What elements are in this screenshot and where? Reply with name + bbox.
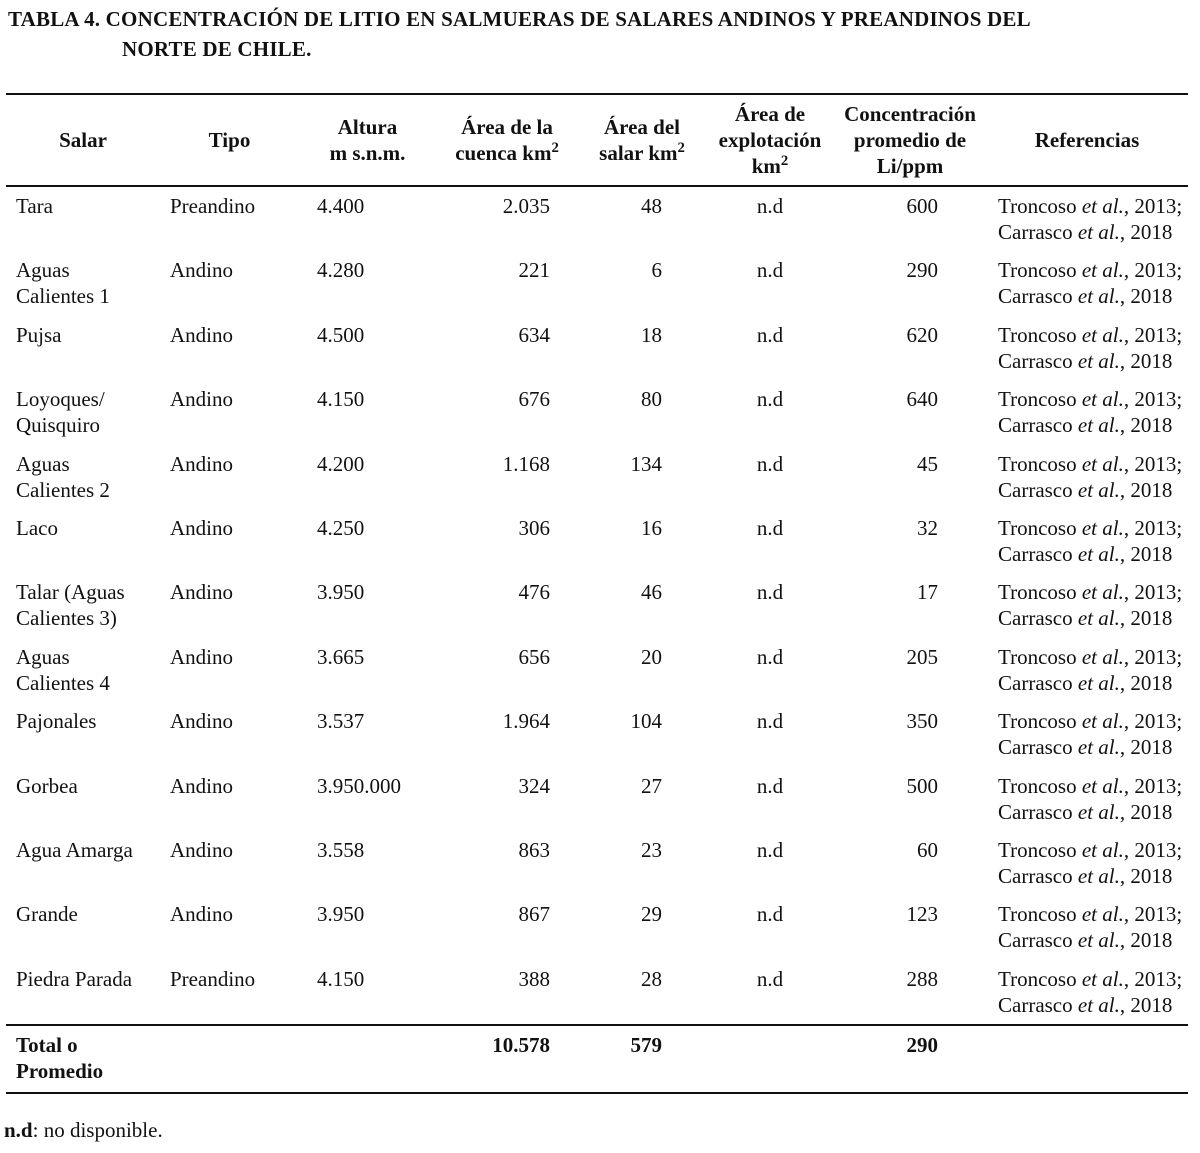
header-row: [6, 94, 1188, 186]
cell-area-explotacion: n.d: [756, 387, 784, 412]
header-area-explotacion: Área de explotación $km^2$: [718, 102, 822, 178]
cell-area-explotacion: n.d: [756, 515, 784, 540]
cell-altura: 3.537: [317, 709, 365, 734]
cell-referencias: Troncoso et al., 2013; Carrasco et al., 2018: [998, 258, 1183, 309]
cell-tipo: Andino: [170, 709, 233, 734]
cell-area-cuenca: 1.168: [502, 451, 550, 476]
cell-tipo: Andino: [170, 902, 233, 927]
caption-line-1: TABLA 4. CONCENTRACIÓN DE LITIO EN SALMUERAS DE SALARES ANDINOS Y PREANDINOS DEL: [8, 7, 1031, 31]
cell-salar: Piedra Parada: [16, 966, 133, 991]
cell-concentracion: 600: [906, 194, 938, 218]
footnote-text: : no disponible.: [32, 1118, 163, 1142]
table-row: [6, 702, 1188, 766]
cell-salar: Talar (Aguas Calientes 3): [16, 580, 125, 631]
cell-altura: 4.150: [317, 387, 365, 412]
cell-concentracion: 205: [906, 644, 938, 669]
cell-area-explotacion: n.d: [756, 966, 784, 991]
cell-area-salar: 46: [641, 580, 662, 605]
cell-salar: Aguas Calientes 2: [16, 451, 110, 502]
cell-area-cuenca: 676: [518, 387, 550, 412]
cell-concentracion: 620: [906, 322, 938, 347]
cell-tipo: Andino: [170, 773, 233, 798]
table-row: [6, 767, 1188, 831]
footnote: [4, 1118, 163, 1143]
cell-area-explotacion: n.d: [756, 258, 784, 283]
cell-area-salar: 27: [641, 773, 662, 798]
header-area-cuenca: Área de la cuenca $km^2$: [455, 115, 559, 165]
table-caption: [8, 4, 1188, 64]
table-row: [6, 895, 1188, 959]
cell-area-cuenca: 1.964: [502, 709, 550, 734]
cell-area-salar: 18: [641, 322, 662, 347]
cell-referencias: Troncoso et al., 2013; Carrasco et al., 2018: [998, 709, 1183, 760]
header-salar: Salar: [59, 128, 107, 152]
cell-salar: Pajonales: [16, 709, 97, 734]
cell-area-explotacion: n.d: [756, 709, 784, 734]
cell-referencias: Troncoso et al., 2013; Carrasco et al., 2018: [998, 451, 1183, 502]
cell-total-label: Total o Promedio: [16, 1033, 104, 1084]
cell-concentracion: 17: [917, 580, 938, 605]
cell-tipo: Andino: [170, 580, 233, 605]
cell-area-explotacion: n.d: [756, 773, 784, 798]
table-row: [6, 445, 1188, 509]
cell-salar: Laco: [16, 515, 58, 540]
cell-area-explotacion: n.d: [756, 580, 784, 605]
cell-area-salar: 80: [641, 387, 662, 412]
cell-referencias: Troncoso et al., 2013; Carrasco et al., 2018: [998, 966, 1183, 1017]
cell-total-area-cuenca: 10.578: [492, 1033, 550, 1058]
cell-area-salar: 20: [641, 644, 662, 669]
cell-area-salar: 28: [641, 966, 662, 991]
cell-area-explotacion: n.d: [756, 451, 784, 476]
cell-salar: Pujsa: [16, 322, 62, 347]
cell-area-explotacion: n.d: [756, 837, 784, 862]
cell-area-cuenca: 388: [518, 966, 550, 991]
cell-altura: 4.250: [317, 515, 365, 540]
cell-altura: 4.150: [317, 966, 365, 991]
cell-altura: 4.400: [317, 194, 365, 218]
cell-salar: Gorbea: [16, 773, 78, 798]
cell-concentracion: 123: [906, 902, 938, 927]
cell-area-salar: 29: [641, 902, 662, 927]
cell-area-cuenca: 221: [518, 258, 550, 283]
cell-area-cuenca: 634: [518, 322, 550, 347]
cell-salar: Loyoques/ Quisquiro: [16, 387, 105, 438]
cell-altura: 3.558: [317, 837, 365, 862]
table-row: [6, 831, 1188, 895]
cell-tipo: Andino: [170, 322, 233, 347]
cell-total-concentracion: 290: [906, 1033, 938, 1058]
cell-referencias: Troncoso et al., 2013; Carrasco et al., 2018: [998, 194, 1183, 244]
cell-altura: 3.950: [317, 902, 365, 927]
cell-area-cuenca: 656: [518, 644, 550, 669]
cell-referencias: Troncoso et al., 2013; Carrasco et al., 2018: [998, 773, 1183, 824]
cell-referencias: Troncoso et al., 2013; Carrasco et al., 2018: [998, 322, 1183, 373]
table-row: [6, 573, 1188, 637]
cell-salar: Agua Amarga: [16, 837, 133, 862]
cell-concentracion: 640: [906, 387, 938, 412]
cell-concentracion: 500: [906, 773, 938, 798]
cell-referencias: Troncoso et al., 2013; Carrasco et al., 2018: [998, 837, 1183, 888]
header-tipo: Tipo: [208, 128, 251, 152]
cell-tipo: Andino: [170, 644, 233, 669]
cell-referencias: Troncoso et al., 2013; Carrasco et al., 2018: [998, 515, 1183, 566]
cell-referencias: Troncoso et al., 2013; Carrasco et al., 2018: [998, 580, 1183, 631]
table-row: [6, 251, 1188, 315]
table-row: [6, 316, 1188, 380]
cell-tipo: Andino: [170, 837, 233, 862]
table-row: [6, 509, 1188, 573]
cell-concentracion: 32: [917, 515, 938, 540]
cell-concentracion: 288: [906, 966, 938, 991]
table-row: [6, 380, 1188, 444]
caption-line-2: NORTE DE CHILE.: [122, 37, 312, 61]
header-area-salar: Área del salar $km^2$: [599, 115, 685, 165]
cell-altura: 4.500: [317, 322, 365, 347]
table-row: [6, 638, 1188, 702]
cell-area-explotacion: n.d: [756, 322, 784, 347]
cell-tipo: Andino: [170, 387, 233, 412]
cell-area-salar: 48: [641, 194, 662, 218]
footnote-abbr: n.d: [4, 1118, 33, 1142]
cell-tipo: Andino: [170, 451, 233, 476]
cell-altura: 3.950.000: [317, 773, 401, 798]
header-altura: Altura m s.n.m.: [329, 115, 406, 165]
cell-altura: 3.950: [317, 580, 365, 605]
cell-area-cuenca: 324: [518, 773, 550, 798]
lithium-concentration-table: [6, 93, 1188, 1094]
cell-altura: 3.665: [317, 644, 365, 669]
cell-area-salar: 6: [651, 258, 662, 283]
cell-area-cuenca: 863: [518, 837, 550, 862]
cell-salar: Tara: [16, 194, 53, 218]
cell-area-salar: 23: [641, 837, 662, 862]
table-row: [6, 186, 1188, 251]
header-concentracion: Concentración promedio de Li/ppm: [844, 102, 976, 178]
cell-concentracion: 350: [906, 709, 938, 734]
cell-area-cuenca: 306: [518, 515, 550, 540]
cell-altura: 4.280: [317, 258, 365, 283]
cell-area-salar: 134: [630, 451, 662, 476]
cell-total-area-salar: 579: [630, 1033, 662, 1058]
cell-concentracion: 45: [917, 451, 938, 476]
cell-altura: 4.200: [317, 451, 365, 476]
cell-tipo: Andino: [170, 258, 233, 283]
cell-area-explotacion: n.d: [756, 644, 784, 669]
cell-tipo: Andino: [170, 515, 233, 540]
cell-referencias: Troncoso et al., 2013; Carrasco et al., 2018: [998, 387, 1183, 438]
cell-area-cuenca: 476: [518, 580, 550, 605]
cell-salar: Grande: [16, 902, 78, 927]
cell-salar: Aguas Calientes 1: [16, 258, 110, 309]
cell-area-salar: 16: [641, 515, 662, 540]
table-row: [6, 960, 1188, 1025]
table-body: [6, 186, 1188, 1093]
cell-area-explotacion: n.d: [756, 194, 784, 218]
cell-concentracion: 60: [917, 837, 938, 862]
cell-area-explotacion: n.d: [756, 902, 784, 927]
cell-tipo: Preandino: [170, 966, 256, 991]
cell-concentracion: 290: [906, 258, 938, 283]
total-row: [6, 1025, 1188, 1093]
cell-area-cuenca: 2.035: [502, 194, 550, 218]
cell-referencias: Troncoso et al., 2013; Carrasco et al., 2018: [998, 902, 1183, 953]
cell-area-cuenca: 867: [518, 902, 550, 927]
cell-tipo: Preandino: [170, 194, 256, 218]
cell-salar: Aguas Calientes 4: [16, 644, 110, 695]
cell-referencias: Troncoso et al., 2013; Carrasco et al., 2018: [998, 644, 1183, 695]
header-referencias: Referencias: [1034, 128, 1140, 152]
cell-area-salar: 104: [630, 709, 662, 734]
